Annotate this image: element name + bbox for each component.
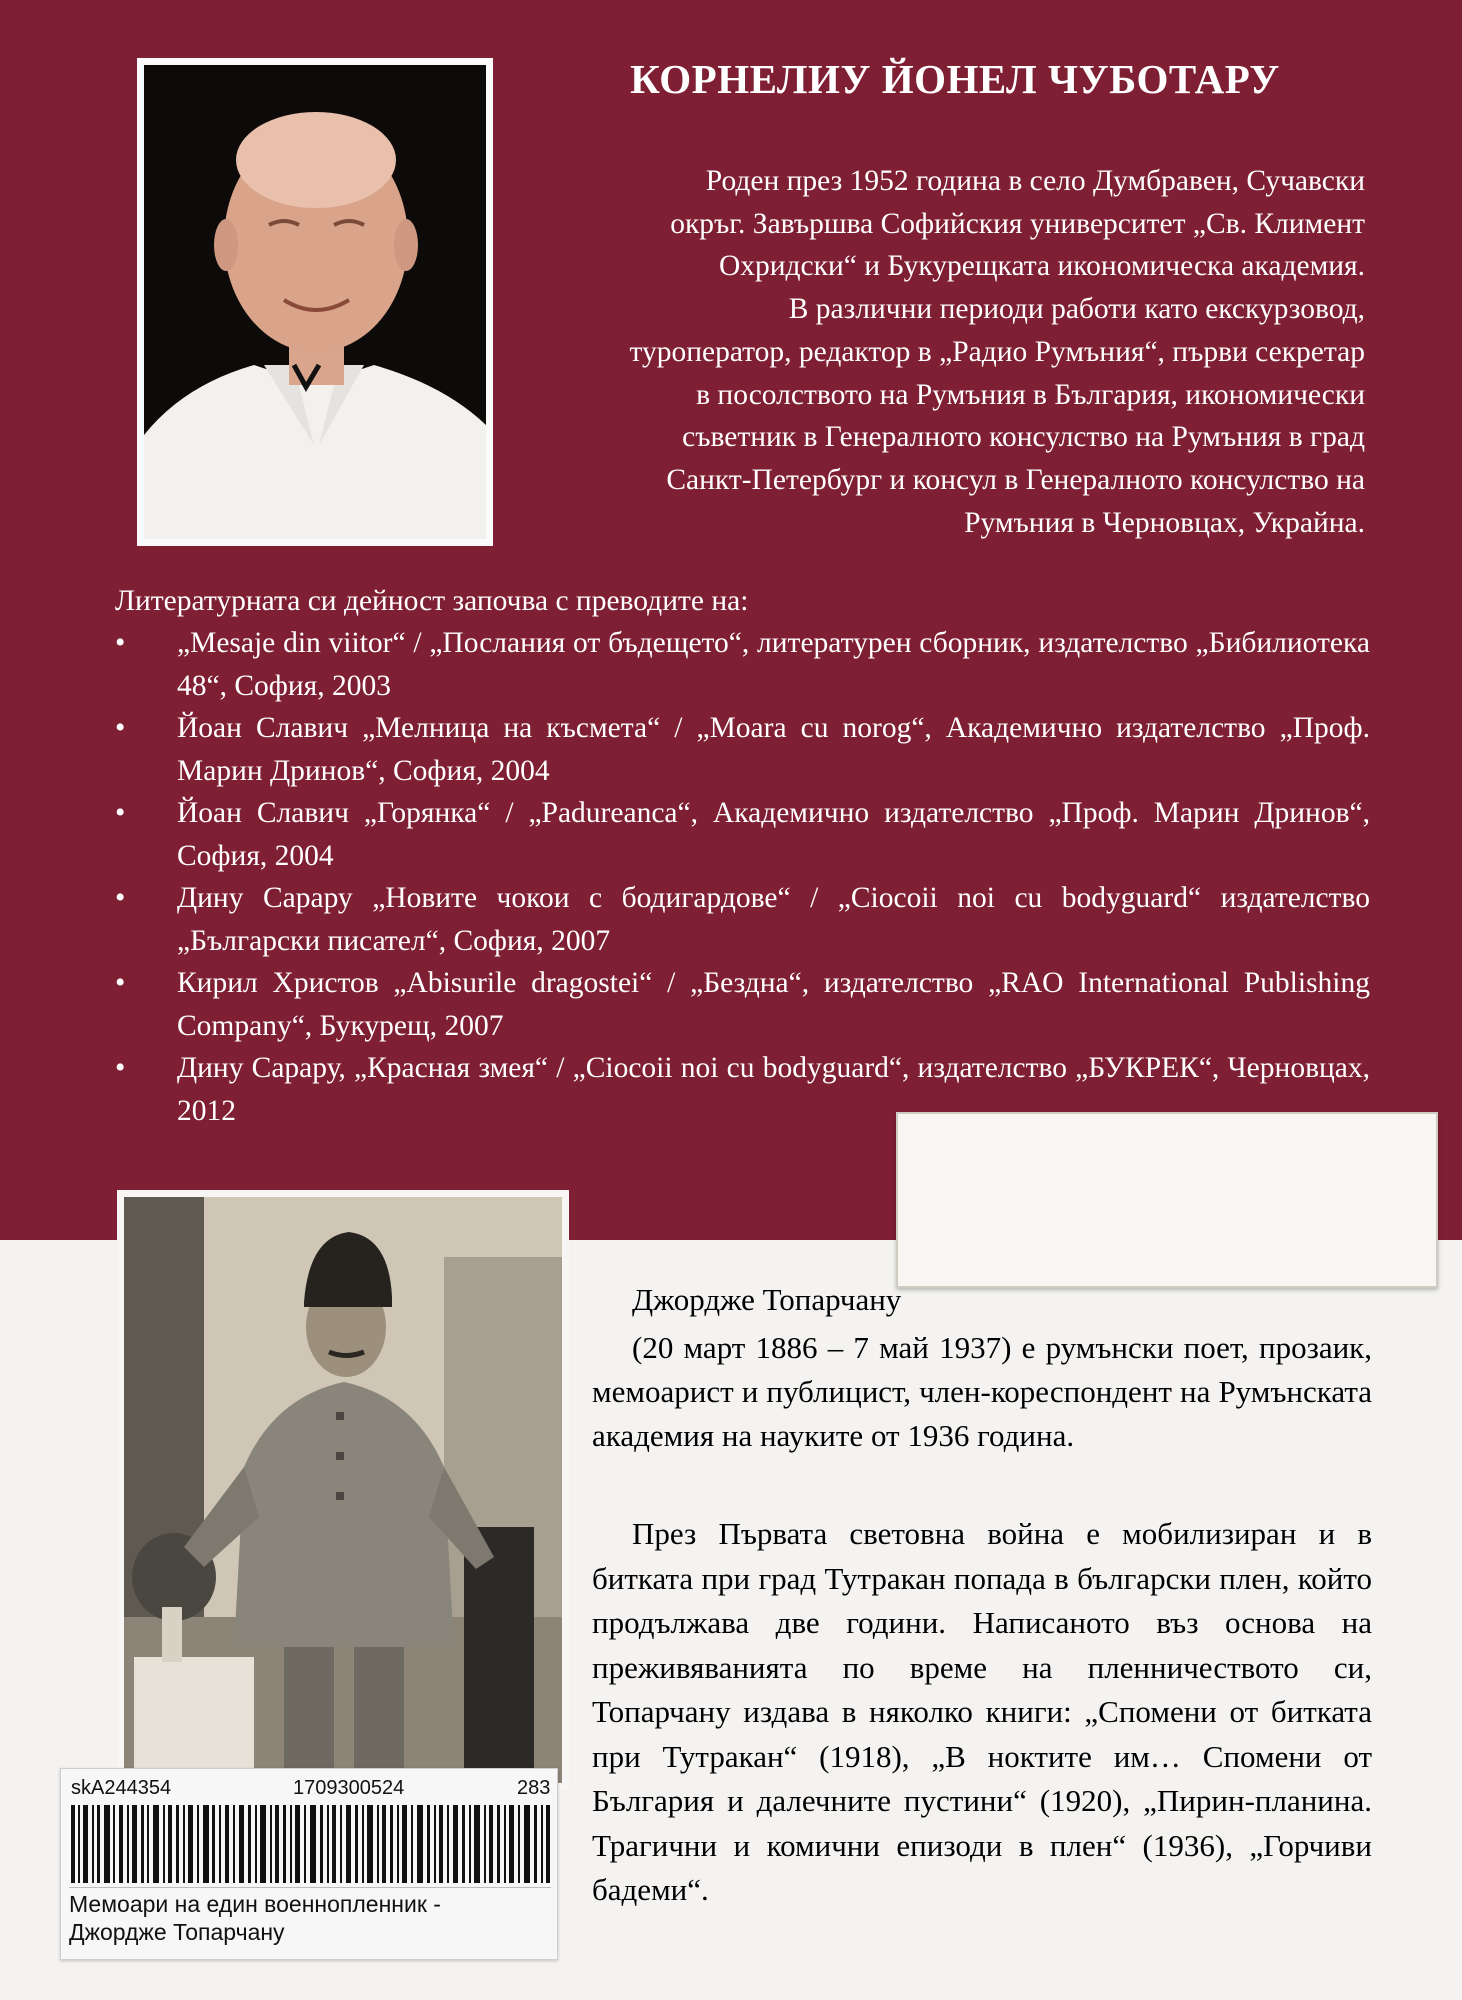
- translation-item: [115, 792, 1370, 877]
- barcode-title-line: Мемоари на един военнопленник -: [69, 1891, 441, 1917]
- bio-line: В различни периоди работи като екскурзовод,: [788, 293, 1365, 326]
- subject-name: Джордже Топарчану: [632, 1282, 902, 1317]
- author-name-heading: КОРНЕЛИУ ЙОНЕЛ ЧУБОТАРУ: [630, 56, 1280, 102]
- bullet-icon: •: [115, 882, 126, 914]
- copy-number: 283: [517, 1777, 551, 1799]
- bio-line: Роден през 1952 година в село Думбравен, Сучавски: [705, 165, 1365, 197]
- translation-text: Йоан Славич „Мелница на късмета“ / „Moara cu norog“, Академично издателство „Проф. Марин Дринов“, София, 2004: [177, 712, 1370, 787]
- translation-item: [115, 622, 1370, 707]
- barcode-title-line: Джордже Топарчану: [69, 1919, 285, 1945]
- barcode-number: 1709300524: [293, 1777, 405, 1799]
- author-photo: [137, 58, 493, 546]
- bio-line: Охридски“ и Букурещката икономическа академия.: [718, 250, 1365, 283]
- story-paragraph-1: (20 март 1886 – 7 май 1937) е румънски поет, прозаик, мемоарист и публицист, член-кореспондент на Румънската академия на науките от 1936 година.: [592, 1330, 1372, 1453]
- bullet-icon: •: [115, 797, 126, 829]
- author-biography: [540, 160, 1365, 544]
- bullet-icon: •: [115, 627, 126, 659]
- soldier-photo: [117, 1190, 569, 1790]
- bio-line: окръг. Завършва Софийския университет „Св. Климент: [670, 207, 1365, 240]
- translations-list: [115, 622, 1370, 1132]
- bio-line: Румъния в Черновцах, Украйна.: [964, 506, 1365, 539]
- translation-text: Йоан Славич „Горянка“ / „Padureanca“, Академично издателство „Проф. Марин Дринов“, София, 2004: [177, 797, 1370, 872]
- bullet-icon: •: [115, 1052, 126, 1084]
- translation-item: [115, 707, 1370, 792]
- translation-item: [115, 962, 1370, 1047]
- barcode-bars-icon: [69, 1805, 551, 1883]
- author-portrait-image: [144, 65, 486, 539]
- soldier-portrait-image: [124, 1197, 562, 1783]
- translation-item: [115, 877, 1370, 962]
- bio-line: туроператор, редактор в „Радио Румъния“, първи секретар: [629, 335, 1365, 368]
- bullet-icon: •: [115, 712, 126, 744]
- story-paragraph-2: През Първата световна война е мобилизиран и в битката при град Тутракан попада в български плен, който продължава две години. Написаното въз основа на преживяванията по време на пленничеството си, Топарчану издава в няколко книги: „Спомени от битката при Тутракан“ (1918), „В ноктите им… Спомени от България и далечните пустини“ (1920), „Пирин-планина. Трагични и комични епизоди в плен“ (1936), „Горчиви бадеми“.: [592, 1516, 1372, 1907]
- literature-intro: Литературната си дейност започва с преводите на:: [115, 585, 749, 617]
- bio-line: Санкт-Петербург и консул в Генералното консулство на: [666, 463, 1365, 496]
- blank-sticker: [896, 1112, 1438, 1288]
- translation-text: Дину Сарару, „Красная змея“ / „Ciocoii noi cu bodyguard“, издателство „БУКРЕК“, Черновцах, 2012: [177, 1052, 1370, 1127]
- translation-text: Кирил Христов „Abisurile dragostei“ / „Бездна“, издателство „RAO International Publishing Company“, Букурещ, 2007: [177, 967, 1370, 1042]
- bio-line: съветник в Генералното консулство на Румъния в град: [682, 421, 1365, 454]
- barcode-book-title: [69, 1887, 551, 1946]
- bullet-icon: •: [115, 967, 126, 999]
- inventory-code: skA244354: [71, 1777, 172, 1799]
- library-barcode-label: [60, 1768, 558, 1960]
- translation-text: „Mesaje din viitor“ / „Послания от бъдещето“, литературен сборник, издателство „Бибилиотека 48“, София, 2003: [177, 627, 1370, 702]
- bio-line: в посолството на Румъния в България, икономически: [696, 378, 1365, 411]
- translation-text: Дину Сарару „Новите чокои с бодигардове“ / „Ciocoii noi cu bodyguard“ издателство „Български писател“, София, 2007: [177, 882, 1370, 957]
